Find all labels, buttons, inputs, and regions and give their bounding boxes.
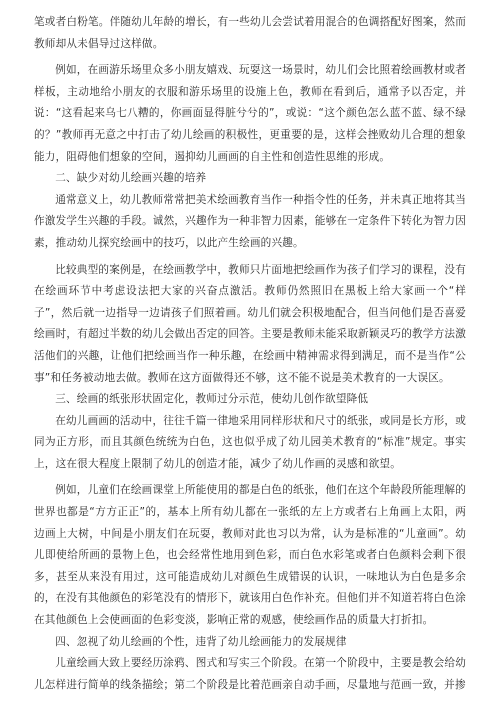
section-heading-4: 四、忽视了幼儿绘画的个性，违背了幼儿绘画能力的发展规律: [55, 635, 347, 648]
paragraph-example-playground: 例如，在画游乐场里众多小朋友嬉戏、玩耍这一场景时，幼儿们会比照着绘画教材或者样板，主动地给小朋友的衣服和游乐场里的设施上色，教师在看到后，通常予以否定，并说：“这看起来乌七八糟的，你画面显得脏兮兮的”，或说：“这个颜色怎么蓝不蓝、绿不绿的？”教师再无意之中打击了幼儿绘画的积极性，更重要的是，这样会挫败幼儿合理的想象能力，阻碍他们想象的空间，遏抑幼儿画画的自主性和创造性思维的形成。: [34, 64, 466, 163]
paragraph-white-paper-example: 例如，儿童们在绘画课堂上所能使用的都是白色的纸张，他们在这个年龄段所能理解的世界也都是“方方正正”的，基本上所有幼儿都在一张纸的左上方或者右上角画上太阳，两边画上大树，中间是小朋友们在玩耍，教师对此也习以为常，认为是标准的“儿童画”。幼儿即使给所画的景物上色，也会经常性地用到色彩，而白色水彩笔或者白色颜料会剩下很多，甚至从来没有用过，这可能造成幼儿对颜色生成错误的认识，一味地认为白色是多余的，在没有其他颜色的彩笔没有的情形下，就该用白色作补充。但他们并不知道若将白色涂在其他颜色上会使画面的色彩变淡，影响正常的观感，使绘画作品的质量大打折扣。: [34, 484, 466, 627]
paragraph-interest-case: 比较典型的案例是，在绘画教学中，教师只片面地把绘画作为孩子们学习的课程，没有在绘画环节中考虑设法把大家的兴奋点激活。教师仍然照旧在黑板上给大家画一个“样子”，然后就一边指导一边请孩子们照着画。幼儿们就会积极地配合，但当问他们是否喜爱绘画时，有超过半数的幼儿会做出否定的回答。主要是教师未能采取新颖灵巧的教学方法激活他们的兴趣，让他们把绘画当作一种乐趣，在绘画中精神需求得到满足，而不是当作“公事”和任务被动地去做。教师在这方面做得还不够，这不能不说是美术教育的一大误区。: [34, 263, 466, 384]
paragraph-drawing-stages: 儿童绘画大致上要经历涂鸦、图式和写实三个阶段。在第一个阶段中，主要是教会给幼儿怎样进行简单的线条描绘；第二个阶段是比着范画亲自动手画，尽量地与范画一致，并掺: [34, 657, 466, 691]
section-heading-2: 二、缺少对幼儿绘画兴趣的培养: [55, 172, 207, 185]
paragraph-intro-continued: 笔或者白粉笔。伴随幼儿年龄的增长，有一些幼儿会尝试着用混合的色调搭配好图案，然而教师却从未倡导过这样做。: [34, 16, 466, 50]
paragraph-interest-intro: 通常意义上，幼儿教师常常把美术绘画教育当作一种指令性的任务，并未真正地将其当作激发学生兴趣的手段。诚然，兴趣作为一种非智力因素，能够在一定条件下转化为智力因素，推动幼儿探究绘画中的技巧，以此产生绘画的兴趣。: [34, 193, 466, 249]
section-heading-3: 三、绘画的纸张形状固定化，教师过分示范，使幼儿创作欲望降低: [55, 393, 369, 406]
paragraph-paper-shape: 在幼儿画画的活动中，往往千篇一律地采用同样形状和尺寸的纸张，或同是长方形，或同为正方形，而且其颜色统统为白色，这也似乎成了幼儿园美术教育的“标准”规定。事实上，这在很大程度上限制了幼儿的创造才能，减少了幼儿作画的灵感和欲望。: [34, 414, 466, 470]
